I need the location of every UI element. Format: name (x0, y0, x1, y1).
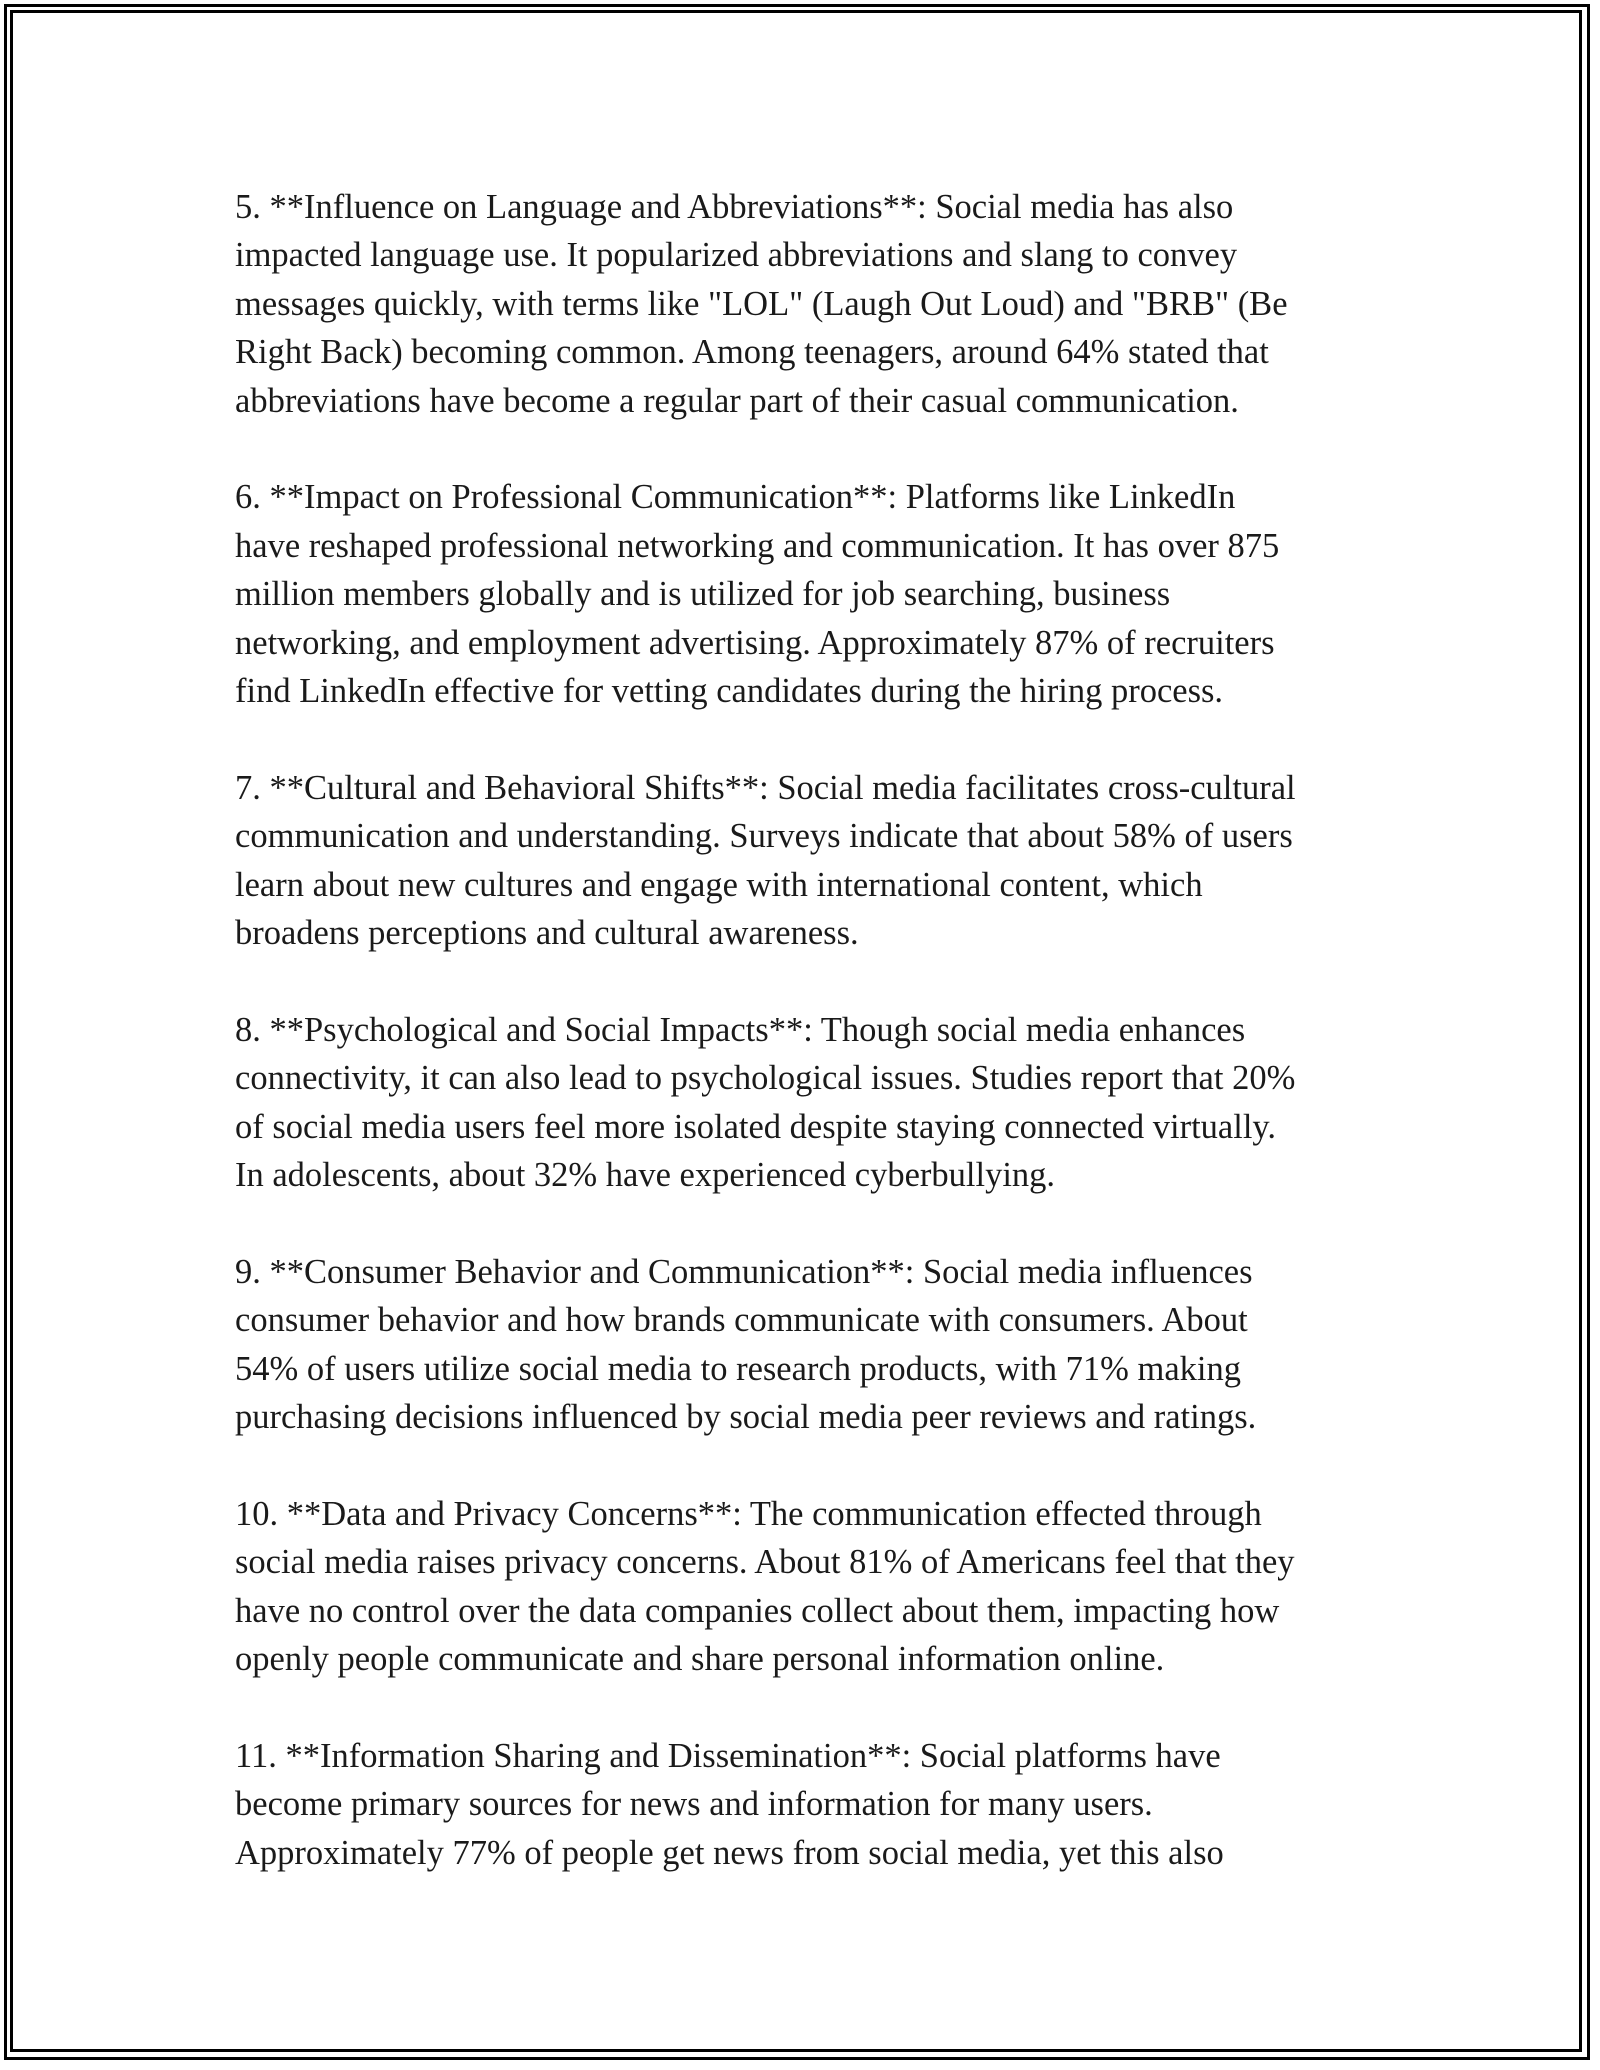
text-line: social media raises privacy concerns. About 81% of Americans feel that they (235, 1543, 1295, 1582)
text-line: networking, and employment advertising. Approximately 87% of recruiters (235, 623, 1275, 662)
text-line: have reshaped professional networking and communication. It has over 875 (235, 526, 1280, 565)
text-line: 5. **Influence on Language and Abbreviations**: Social media has also (235, 188, 1234, 226)
text-line: openly people communicate and share personal information online. (235, 1640, 1165, 1679)
text-line: 11. **Information Sharing and Dissemination**: Social platforms have (235, 1736, 1221, 1775)
text-line: 9. **Consumer Behavior and Communication**: Social media influences (235, 1252, 1253, 1291)
text-line: In adolescents, about 32% have experienced cyberbullying. (235, 1156, 1056, 1195)
text-line: connectivity, it can also lead to psychological issues. Studies report that 20% (235, 1059, 1296, 1098)
text-line: of social media users feel more isolated despite staying connected virtually. (235, 1107, 1277, 1146)
text-line: communication and understanding. Surveys indicate that about 58% of users (235, 817, 1293, 856)
text-line: find LinkedIn effective for vetting candidates during the hiring process. (235, 672, 1224, 711)
text-line: impacted language use. It popularized abbreviations and slang to convey (235, 236, 1238, 275)
text-line: 10. **Data and Privacy Concerns**: The communication effected through (235, 1494, 1262, 1533)
text-line: purchasing decisions influenced by social media peer reviews and ratings. (235, 1398, 1257, 1437)
text-line: become primary sources for news and information for many users. (235, 1785, 1153, 1824)
paragraph-5-language (235, 183, 1395, 425)
paragraph-9-consumer (235, 1248, 1395, 1442)
text-line: have no control over the data companies collect about them, impacting how (235, 1591, 1280, 1630)
paragraph-8-psychological (235, 1006, 1395, 1200)
text-line: broadens perceptions and cultural awareness. (235, 914, 859, 953)
text-line: 7. **Cultural and Behavioral Shifts**: Social media facilitates cross-cultural (235, 768, 1296, 807)
text-line: Approximately 77% of people get news from social media, yet this also (235, 1833, 1224, 1872)
paragraph-7-cultural (235, 764, 1395, 958)
document-body (235, 183, 1395, 1926)
paragraph-10-privacy (235, 1490, 1395, 1684)
paragraph-6-professional (235, 473, 1395, 715)
text-line: consumer behavior and how brands communicate with consumers. About (235, 1301, 1248, 1340)
text-line: learn about new cultures and engage with international content, which (235, 865, 1203, 904)
text-line: Right Back) becoming common. Among teenagers, around 64% stated that (235, 333, 1269, 372)
text-line: million members globally and is utilized for job searching, business (235, 575, 1171, 614)
text-line: 54% of users utilize social media to research products, with 71% making (235, 1349, 1241, 1388)
paragraph-11-information (235, 1732, 1395, 1877)
text-line: messages quickly, with terms like "LOL" (Laugh Out Loud) and "BRB" (Be (235, 284, 1288, 323)
text-line: 6. **Impact on Professional Communication**: Platforms like LinkedIn (235, 478, 1236, 517)
text-line: 8. **Psychological and Social Impacts**: Though social media enhances (235, 1010, 1246, 1049)
text-line: abbreviations have become a regular part of their casual communication. (235, 381, 1239, 420)
